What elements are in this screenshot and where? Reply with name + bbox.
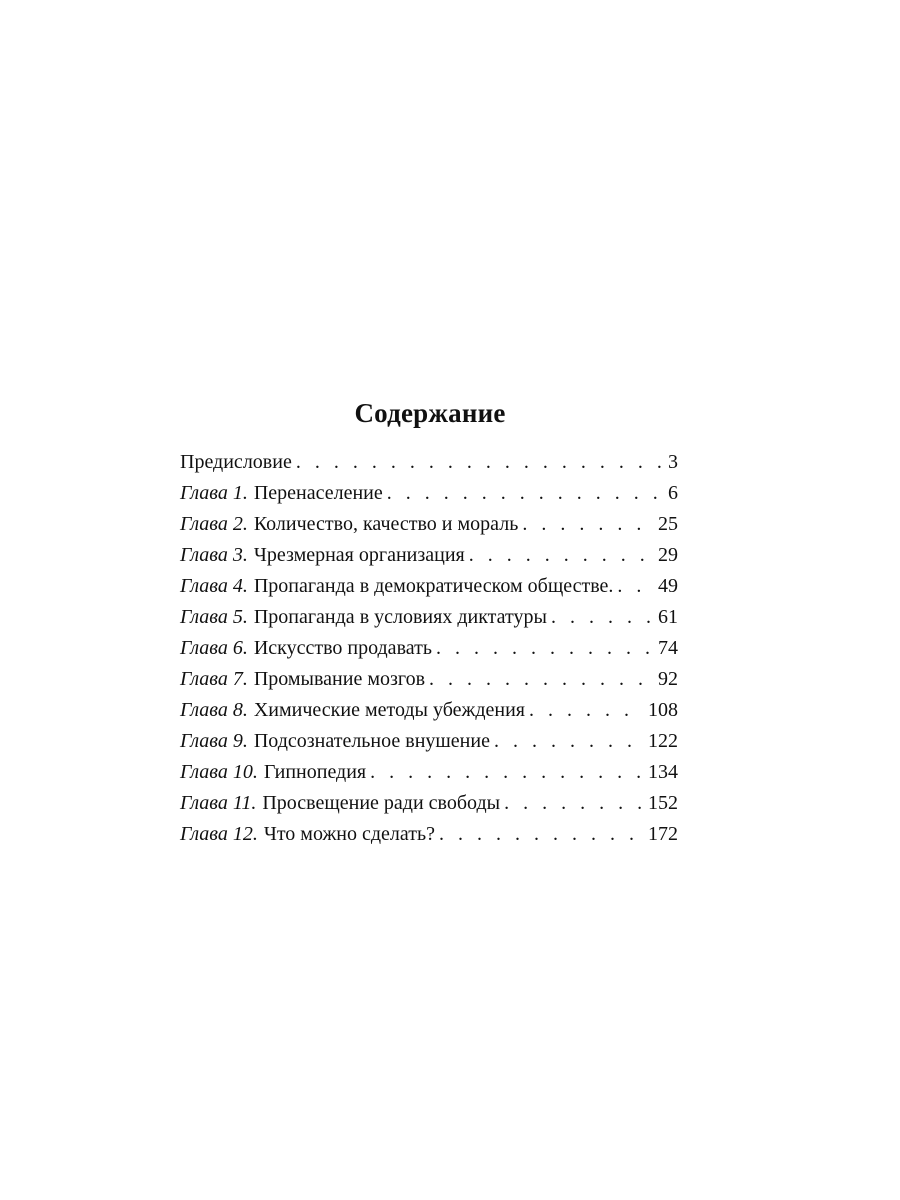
dot-leader (439, 819, 642, 850)
toc-entry-chapter-11 (180, 788, 678, 819)
toc-entry-title: Чрезмерная организация (253, 544, 465, 566)
chapter-label: Глава 8. (180, 699, 248, 721)
toc-page-number: 29 (658, 544, 678, 566)
toc-entry-chapter-2 (180, 509, 678, 540)
toc-entry-chapter-5 (180, 602, 678, 633)
toc-entry-chapter-10 (180, 757, 678, 788)
toc-page-number: 122 (648, 730, 678, 752)
toc-page-number: 152 (648, 792, 678, 814)
toc-entry-title: Пропаганда в условиях диктатуры (253, 606, 547, 628)
toc-entry-chapter-3 (180, 540, 678, 571)
chapter-label: Глава 6. (180, 637, 248, 659)
dot-leader (370, 757, 642, 788)
toc-entry-title: Химические методы убеждения (253, 699, 525, 721)
toc-page-number: 3 (668, 451, 678, 473)
chapter-label: Глава 7. (180, 668, 248, 690)
dot-leader (494, 726, 642, 757)
chapter-label: Глава 12. (180, 823, 258, 845)
toc-title: Содержание (354, 398, 506, 428)
chapter-label: Глава 11. (180, 792, 257, 814)
toc-page-number: 108 (648, 699, 678, 721)
chapter-label: Глава 2. (180, 513, 248, 535)
toc-entry-chapter-8 (180, 695, 678, 726)
toc-entry-title: Искусство продавать (253, 637, 432, 659)
toc-entry-chapter-4 (180, 571, 678, 602)
toc-entry-title: Предисловие (180, 451, 292, 473)
dot-leader (469, 540, 652, 571)
toc-entry-title: Подсознательное внушение (253, 730, 490, 752)
toc-page-number: 25 (658, 513, 678, 535)
toc-page-number: 172 (648, 823, 678, 845)
toc-entry-chapter-9 (180, 726, 678, 757)
dot-leader (436, 633, 652, 664)
dot-leader (296, 447, 662, 478)
toc-entry-title: Гипнопедия (263, 761, 367, 783)
chapter-label: Глава 5. (180, 606, 248, 628)
dot-leader (617, 571, 652, 602)
toc-page-number: 74 (658, 637, 678, 659)
dot-leader (387, 478, 662, 509)
chapter-label: Глава 1. (180, 482, 248, 504)
toc-entry-chapter-1 (180, 478, 678, 509)
toc-entry-title: Что можно сделать? (263, 823, 435, 845)
chapter-label: Глава 10. (180, 761, 258, 783)
chapter-label: Глава 9. (180, 730, 248, 752)
toc-list (180, 447, 678, 850)
chapter-label: Глава 3. (180, 544, 248, 566)
toc-page-number: 134 (648, 761, 678, 783)
dot-leader (529, 695, 642, 726)
toc-entry-chapter-6 (180, 633, 678, 664)
dot-leader (551, 602, 652, 633)
toc-page-number: 61 (658, 606, 678, 628)
dot-leader (504, 788, 642, 819)
toc-entry-chapter-12 (180, 819, 678, 850)
toc-entry-chapter-7 (180, 664, 678, 695)
toc-entry-title: Просвещение ради свободы (262, 792, 501, 814)
dot-leader (429, 664, 652, 695)
toc-entry-preface (180, 447, 678, 478)
toc-page-number: 49 (658, 575, 678, 597)
toc-page-number: 92 (658, 668, 678, 690)
toc-page-number: 6 (668, 482, 678, 504)
chapter-label: Глава 4. (180, 575, 248, 597)
toc-entry-title: Количество, качество и мораль (253, 513, 519, 535)
toc-entry-title: Промывание мозгов (253, 668, 426, 690)
toc-entry-title: Пропаганда в демократическом обществе. (253, 575, 614, 597)
toc-entry-title: Перенаселение (253, 482, 383, 504)
dot-leader (522, 509, 652, 540)
